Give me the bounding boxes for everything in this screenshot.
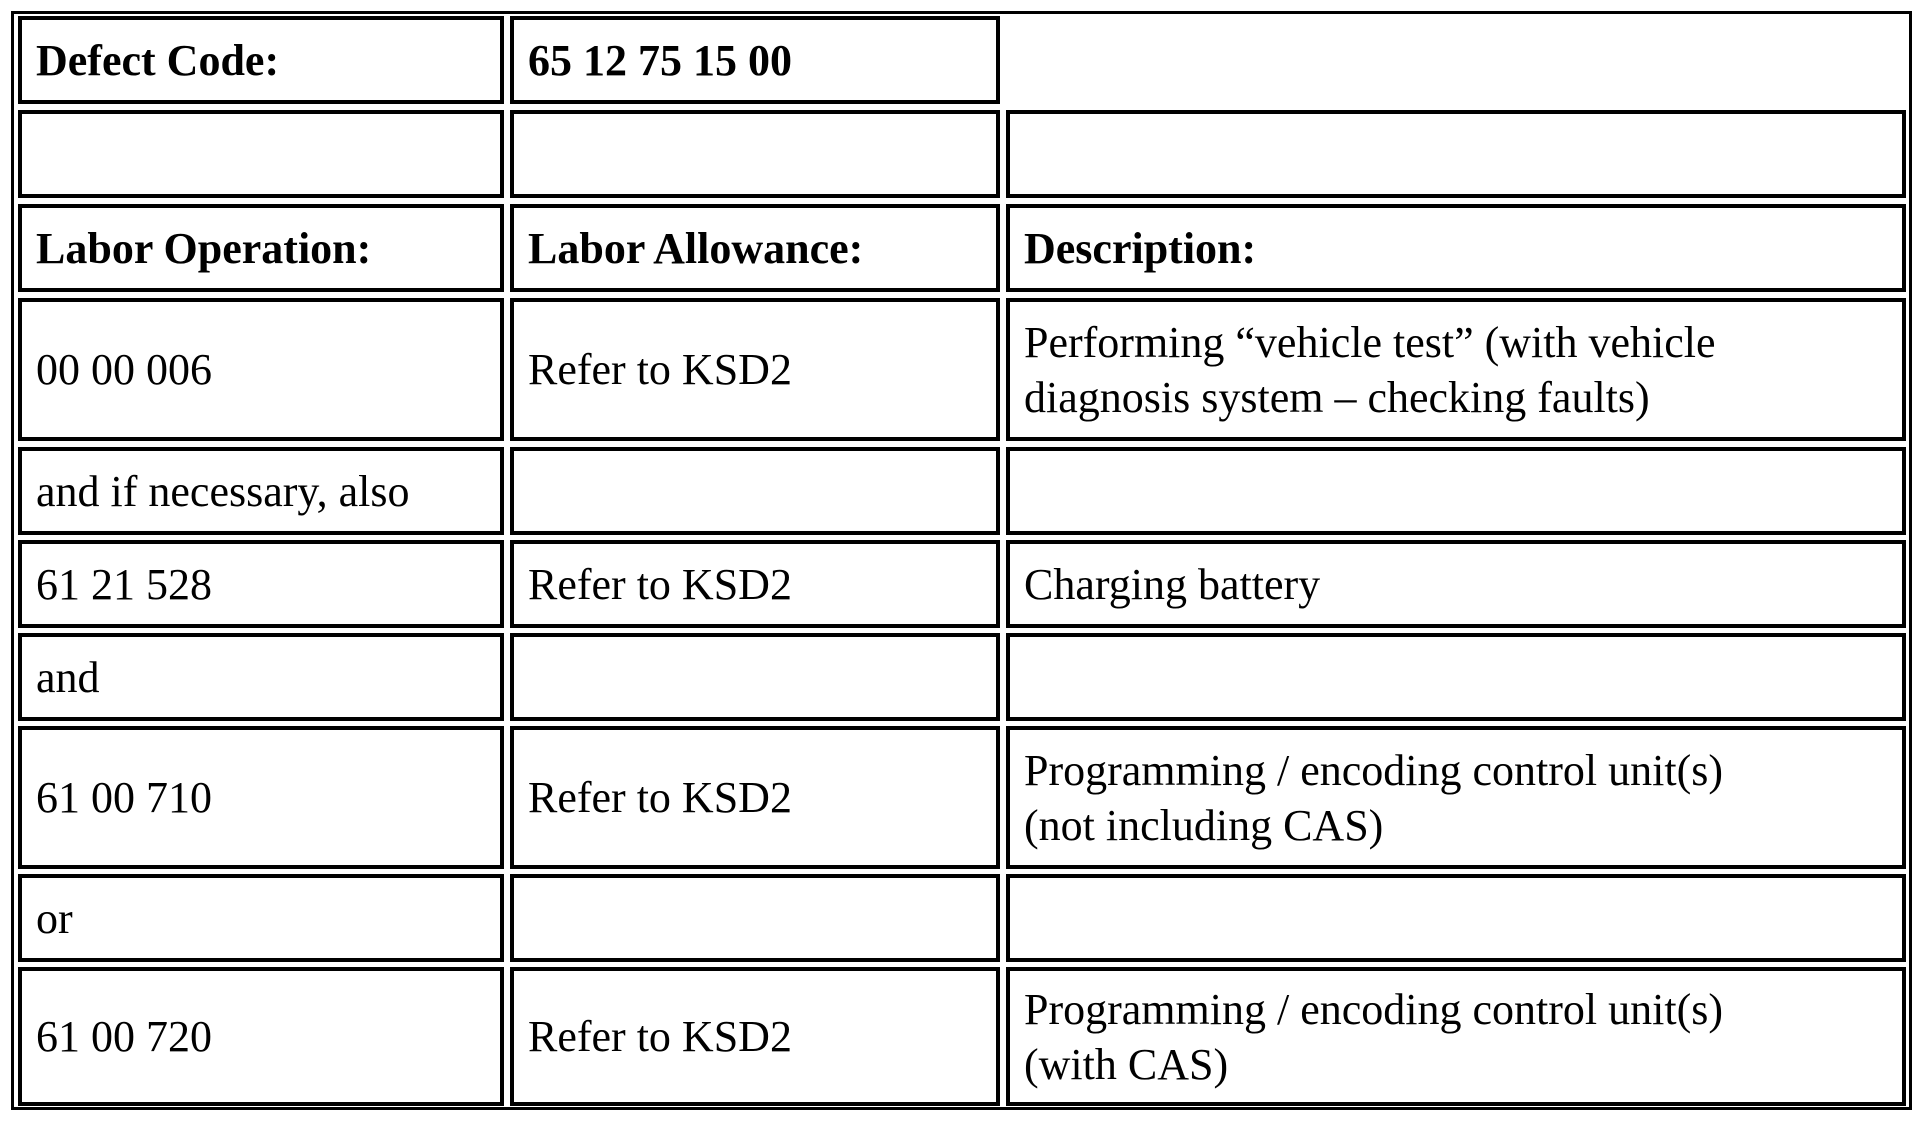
table-row-description — [1006, 726, 1906, 869]
operation-text: 61 00 720 — [36, 1012, 212, 1061]
allowance-text: Refer to KSD2 — [528, 345, 792, 394]
operation-text: 61 21 528 — [36, 559, 212, 609]
table-row-allowance — [510, 967, 1000, 1106]
operation-text: and — [36, 652, 100, 702]
description-text — [1024, 743, 1723, 853]
table-row-allowance — [510, 726, 1000, 869]
table-row-operation — [18, 298, 504, 441]
description-text — [1024, 315, 1716, 425]
column-header-labor-operation — [18, 204, 504, 292]
description-text: Charging battery — [1024, 559, 1321, 609]
empty-cell — [510, 110, 1000, 198]
empty-cell — [1006, 110, 1906, 198]
allowance-text: Refer to KSD2 — [528, 773, 792, 822]
defect-code-label-cell — [18, 16, 504, 104]
table-row-operation — [18, 540, 504, 628]
defect-code-label: Defect Code: — [36, 35, 280, 85]
description-line: Performing “vehicle test” (with vehicle — [1024, 317, 1716, 367]
description-line: Programming / encoding control unit(s) — [1024, 745, 1723, 795]
table-row-description — [1006, 633, 1906, 721]
labor-operation-header-text: Labor Operation: — [36, 223, 372, 273]
operation-text: and if necessary, also — [36, 466, 410, 516]
description-line: (not including CAS) — [1024, 800, 1384, 850]
operation-text: or — [36, 893, 73, 943]
table-row-operation — [18, 726, 504, 869]
description-line: diagnosis system – checking faults) — [1024, 372, 1650, 422]
description-header-text: Description: — [1024, 223, 1257, 273]
table-row-operation — [18, 633, 504, 721]
column-header-labor-allowance — [510, 204, 1000, 292]
table-row-description — [1006, 540, 1906, 628]
table-row-allowance — [510, 298, 1000, 441]
table-row-description — [1006, 874, 1906, 962]
table-row-allowance — [510, 874, 1000, 962]
description-text — [1024, 982, 1723, 1092]
table-row-operation — [18, 967, 504, 1106]
operation-text: 00 00 006 — [36, 345, 212, 394]
description-line: Programming / encoding control unit(s) — [1024, 984, 1723, 1034]
column-header-description — [1006, 204, 1906, 292]
table-row-allowance — [510, 540, 1000, 628]
labor-allowance-header-text: Labor Allowance: — [528, 223, 864, 273]
defect-code-value: 65 12 75 15 00 — [528, 35, 792, 85]
description-line: (with CAS) — [1024, 1039, 1229, 1089]
table-row-description — [1006, 447, 1906, 535]
table-row-description — [1006, 298, 1906, 441]
table-row-allowance — [510, 447, 1000, 535]
operation-text: 61 00 710 — [36, 773, 212, 822]
table-row-allowance — [510, 633, 1000, 721]
table-row-operation — [18, 447, 504, 535]
empty-cell — [18, 110, 504, 198]
allowance-text: Refer to KSD2 — [528, 559, 792, 609]
allowance-text: Refer to KSD2 — [528, 1012, 792, 1061]
table-row-operation — [18, 874, 504, 962]
defect-code-value-cell — [510, 16, 1000, 104]
table-row-description — [1006, 967, 1906, 1106]
